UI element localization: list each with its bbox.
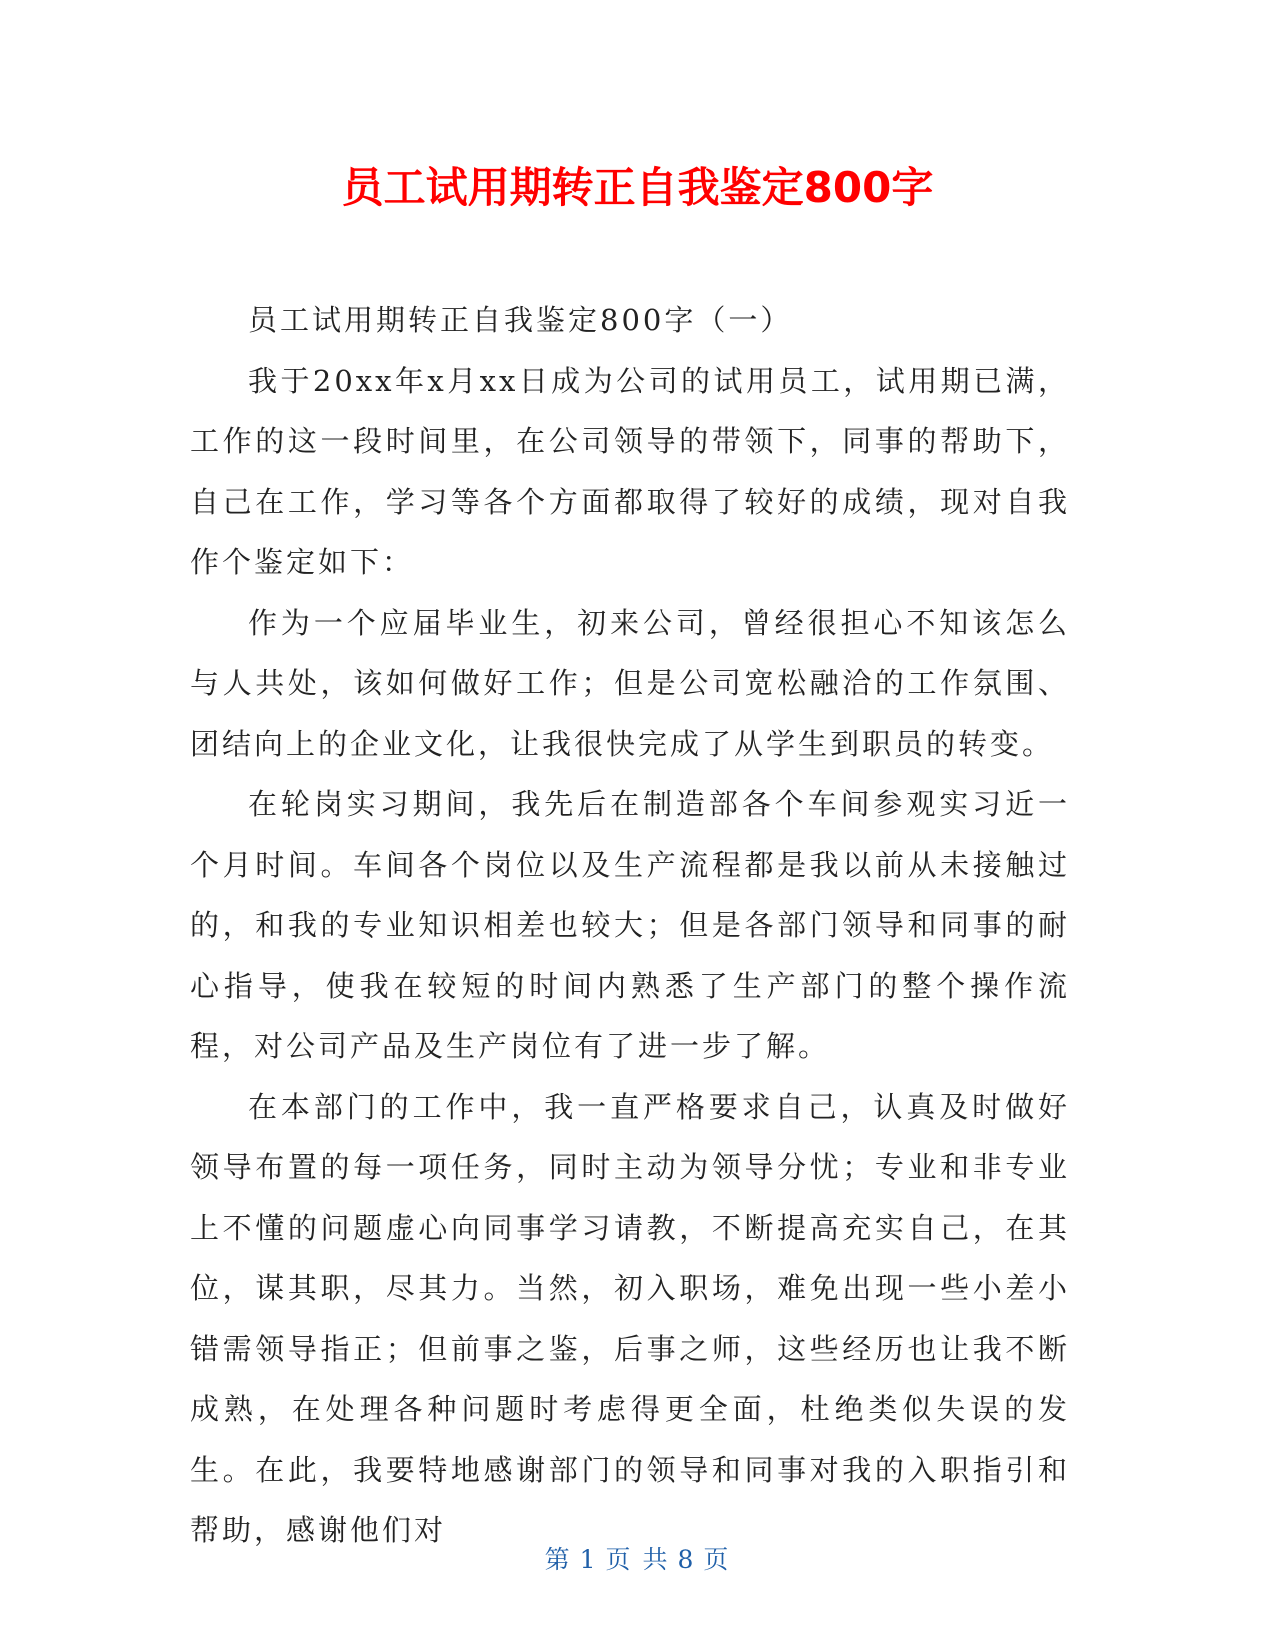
paragraph: 我于20xx年x月xx日成为公司的试用员工，试用期已满，工作的这一段时间里，在公司领导的带领下，同事的帮助下，自己在工作，学习等各个方面都取得了较好的成绩，现对自我作个鉴定如下：: [190, 363, 1070, 579]
current-page-number: 1: [579, 1545, 598, 1574]
document-body: [190, 290, 1070, 1561]
page-label-mid: 页 共: [605, 1545, 670, 1574]
paragraph: 在轮岗实习期间，我先后在制造部各个车间参观实习近一个月时间。车间各个岗位以及生产流程都是我以前从未接触过的，和我的专业知识相差也较大；但是各部门领导和同事的耐心指导，使我在较短的时间内熟悉了生产部门的整个操作流程，对公司产品及生产岗位有了进一步了解。: [190, 787, 1070, 1063]
paragraph: 作为一个应届毕业生，初来公司，曾经很担心不知该怎么与人共处，该如何做好工作；但是公司宽松融洽的工作氛围、团结向上的企业文化，让我很快完成了从学生到职员的转变。: [190, 605, 1070, 761]
page-label-suffix: 页: [703, 1545, 731, 1574]
section-heading: 员工试用期转正自我鉴定800字（一）: [248, 303, 793, 337]
page-label-prefix: 第: [544, 1545, 572, 1574]
page-footer: [0, 1540, 1275, 1576]
paragraph: 在本部门的工作中，我一直严格要求自己，认真及时做好领导布置的每一项任务，同时主动为领导分忧；专业和非专业上不懂的问题虚心向同事学习请教，不断提高充实自己，在其位，谋其职，尽其力。当然，初入职场，难免出现一些小差小错需领导指正；但前事之鉴，后事之师，这些经历也让我不断成熟，在处理各种问题时考虑得更全面，杜绝类似失误的发生。在此，我要特地感谢部门的领导和同事对我的入职指引和帮助，感谢他们对: [190, 1089, 1070, 1547]
total-pages-number: 8: [677, 1545, 696, 1574]
document-title: 员工试用期转正自我鉴定800字: [341, 163, 934, 212]
